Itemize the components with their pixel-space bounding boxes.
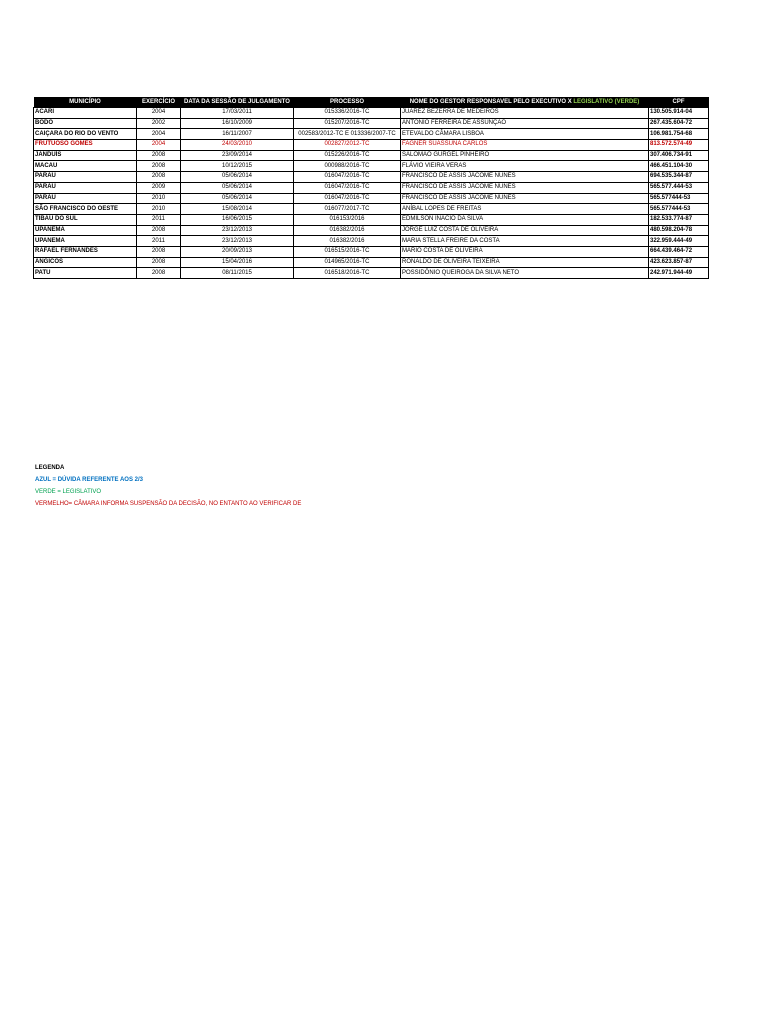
cell-municipio: MACAU xyxy=(34,161,137,172)
cell-municipio: TIBAU DO SUL xyxy=(34,214,137,225)
table-row xyxy=(34,108,709,119)
cell-data: 24/03/2010 xyxy=(181,140,294,151)
cell-cpf: 664.439.464-72 xyxy=(649,246,709,257)
cell-data: 08/11/2015 xyxy=(181,268,294,279)
cell-cpf: 565.577444-53 xyxy=(649,193,709,204)
cell-cpf: 813.572.574-49 xyxy=(649,140,709,151)
cell-exercicio: 2009 xyxy=(137,182,181,193)
cell-cpf: 242.971.944-49 xyxy=(649,268,709,279)
municipality-table xyxy=(33,97,709,279)
cell-processo: 002583/2012-TC E 013336/2007-TC xyxy=(294,129,401,140)
cell-cpf: 106.981.754-68 xyxy=(649,129,709,140)
cell-cpf: 182.533.774-87 xyxy=(649,214,709,225)
cell-exercicio: 2004 xyxy=(137,108,181,119)
cell-gestor: EDMILSON INACIO DA SILVA xyxy=(401,214,649,225)
cell-cpf: 466.451.104-30 xyxy=(649,161,709,172)
cell-processo: 016047/2016-TC xyxy=(294,172,401,183)
cell-cpf: 307.406.734-91 xyxy=(649,150,709,161)
cell-exercicio: 2011 xyxy=(137,214,181,225)
cell-gestor: JORGE LUIZ COSTA DE OLIVEIRA xyxy=(401,225,649,236)
cell-municipio: CAIÇARA DO RIO DO VENTO xyxy=(34,129,137,140)
cell-cpf: 267.435.604-72 xyxy=(649,118,709,129)
header-data: DATA DA SESSÃO DE JULGAMENTO xyxy=(181,97,294,108)
table-row xyxy=(34,268,709,279)
header-cpf: CPF xyxy=(649,97,709,108)
cell-municipio: BODÓ xyxy=(34,118,137,129)
cell-gestor: RONALDO DE OLIVEIRA TEIXEIRA xyxy=(401,257,649,268)
table-row xyxy=(34,246,709,257)
cell-municipio: PARAÚ xyxy=(34,172,137,183)
table-row xyxy=(34,214,709,225)
cell-processo: 000988/2016-TC xyxy=(294,161,401,172)
legend xyxy=(35,462,301,510)
cell-cpf: 565.577.444-53 xyxy=(649,182,709,193)
cell-processo: 016518/2016-TC xyxy=(294,268,401,279)
cell-exercicio: 2010 xyxy=(137,204,181,215)
cell-cpf: 423.623.857-87 xyxy=(649,257,709,268)
table-row xyxy=(34,204,709,215)
cell-cpf: 565.577444-53 xyxy=(649,204,709,215)
header-gestor xyxy=(401,97,649,108)
cell-exercicio: 2008 xyxy=(137,161,181,172)
cell-processo: 016047/2016-TC xyxy=(294,193,401,204)
table-row xyxy=(34,172,709,183)
cell-processo: 016047/2016-TC xyxy=(294,182,401,193)
cell-cpf: 322.959.444-49 xyxy=(649,236,709,247)
table-row xyxy=(34,225,709,236)
cell-data: 17/03/2011 xyxy=(181,108,294,119)
cell-gestor: MARIA STELLA FREIRE DA COSTA xyxy=(401,236,649,247)
cell-data: 10/12/2015 xyxy=(181,161,294,172)
cell-data: 20/09/2013 xyxy=(181,246,294,257)
table-row xyxy=(34,257,709,268)
cell-gestor: JUARÉZ BEZERRA DE MEDEIROS xyxy=(401,108,649,119)
cell-municipio: JANDUÍS xyxy=(34,150,137,161)
cell-exercicio: 2011 xyxy=(137,236,181,247)
cell-municipio: RAFAEL FERNANDES xyxy=(34,246,137,257)
cell-exercicio: 2004 xyxy=(137,129,181,140)
cell-exercicio: 2010 xyxy=(137,193,181,204)
cell-processo: 014965/2016-TC xyxy=(294,257,401,268)
cell-municipio: PATU xyxy=(34,268,137,279)
header-processo: PROCESSO xyxy=(294,97,401,108)
header-row xyxy=(34,97,709,108)
cell-exercicio: 2008 xyxy=(137,257,181,268)
table-row xyxy=(34,150,709,161)
header-exercicio: EXERCÍCIO xyxy=(137,97,181,108)
cell-data: 23/12/2013 xyxy=(181,225,294,236)
cell-gestor: FRANCISCO DE ASSIS JÁCOME NUNES xyxy=(401,193,649,204)
cell-processo: 016382/2016 xyxy=(294,236,401,247)
table-row xyxy=(34,140,709,151)
cell-gestor: ANTÔNIO FERREIRA DE ASSUNÇÃO xyxy=(401,118,649,129)
cell-cpf: 694.535.344-87 xyxy=(649,172,709,183)
table-row xyxy=(34,236,709,247)
cell-data: 05/06/2014 xyxy=(181,182,294,193)
header-municipio: MUNICÍPIO xyxy=(34,97,137,108)
cell-data: 23/12/2013 xyxy=(181,236,294,247)
cell-municipio: PARAÚ xyxy=(34,193,137,204)
cell-data: 15/08/2014 xyxy=(181,204,294,215)
cell-gestor: SALOMÃO GURGEL PINHEIRO xyxy=(401,150,649,161)
cell-processo: 015207/2016-TC xyxy=(294,118,401,129)
cell-data: 16/11/2007 xyxy=(181,129,294,140)
cell-gestor: ANÍBAL LOPES DE FREITAS xyxy=(401,204,649,215)
cell-processo: 015336/2016-TC xyxy=(294,108,401,119)
cell-processo: 016382/2016 xyxy=(294,225,401,236)
table-row xyxy=(34,129,709,140)
cell-municipio: PARAÚ xyxy=(34,182,137,193)
cell-exercicio: 2008 xyxy=(137,150,181,161)
header-gestor-text: NOME DO GESTOR RESPONSAVEL PELO EXECUTIVO X xyxy=(409,99,574,105)
cell-data: 23/09/2014 xyxy=(181,150,294,161)
cell-data: 05/06/2014 xyxy=(181,193,294,204)
cell-municipio: SÃO FRANCISCO DO OESTE xyxy=(34,204,137,215)
cell-data: 16/06/2015 xyxy=(181,214,294,225)
cell-processo: 002827/2012-TC xyxy=(294,140,401,151)
cell-exercicio: 2008 xyxy=(137,268,181,279)
cell-exercicio: 2008 xyxy=(137,246,181,257)
table-row xyxy=(34,182,709,193)
cell-exercicio: 2004 xyxy=(137,140,181,151)
cell-gestor: MARIO COSTA DE OLIVEIRA xyxy=(401,246,649,257)
cell-exercicio: 2002 xyxy=(137,118,181,129)
table-row xyxy=(34,118,709,129)
header-gestor-legislativo: LEGISLATIVO (VERDE) xyxy=(573,99,640,105)
cell-gestor: FRANCISCO DE ASSIS JÁCOME NUNES xyxy=(401,172,649,183)
cell-processo: 016515/2016-TC xyxy=(294,246,401,257)
cell-cpf: 480.598.204-78 xyxy=(649,225,709,236)
legend-blue: AZUL = DÚVIDA REFERENTE AOS 2/3 xyxy=(35,477,143,483)
cell-processo: 015226/2016-TC xyxy=(294,150,401,161)
cell-cpf: 130.505.914-04 xyxy=(649,108,709,119)
cell-processo: 016153/2016 xyxy=(294,214,401,225)
cell-gestor: POSSIDÔNIO QUEIROGA DA SILVA NETO xyxy=(401,268,649,279)
legend-green: VERDE = LEGISLATIVO xyxy=(35,489,102,495)
table-row xyxy=(34,161,709,172)
cell-data: 15/04/2016 xyxy=(181,257,294,268)
cell-data: 16/10/2009 xyxy=(181,118,294,129)
table-row xyxy=(34,193,709,204)
cell-municipio: FRUTUOSO GOMES xyxy=(34,140,137,151)
cell-data: 05/06/2014 xyxy=(181,172,294,183)
cell-exercicio: 2008 xyxy=(137,225,181,236)
cell-processo: 016077/2017-TC xyxy=(294,204,401,215)
cell-gestor: FAGNER SUASSUNA CARLOS xyxy=(401,140,649,151)
cell-municipio: ANGICOS xyxy=(34,257,137,268)
legend-red: VERMELHO= CÂMARA INFORMA SUSPENSÃO DA DECISÃO, NO ENTANTO AO VERIFICAR DE xyxy=(35,501,302,507)
cell-municipio: ACARI xyxy=(34,108,137,119)
legend-title: LEGENDA xyxy=(35,465,65,471)
cell-municipio: UPANEMA xyxy=(34,225,137,236)
cell-gestor: ETEVALDO CÂMARA LISBOA xyxy=(401,129,649,140)
cell-municipio: UPANEMA xyxy=(34,236,137,247)
cell-exercicio: 2008 xyxy=(137,172,181,183)
cell-gestor: FRANCISCO DE ASSIS JÁCOME NUNES xyxy=(401,182,649,193)
cell-gestor: FLÁVIO VIEIRA VERAS xyxy=(401,161,649,172)
